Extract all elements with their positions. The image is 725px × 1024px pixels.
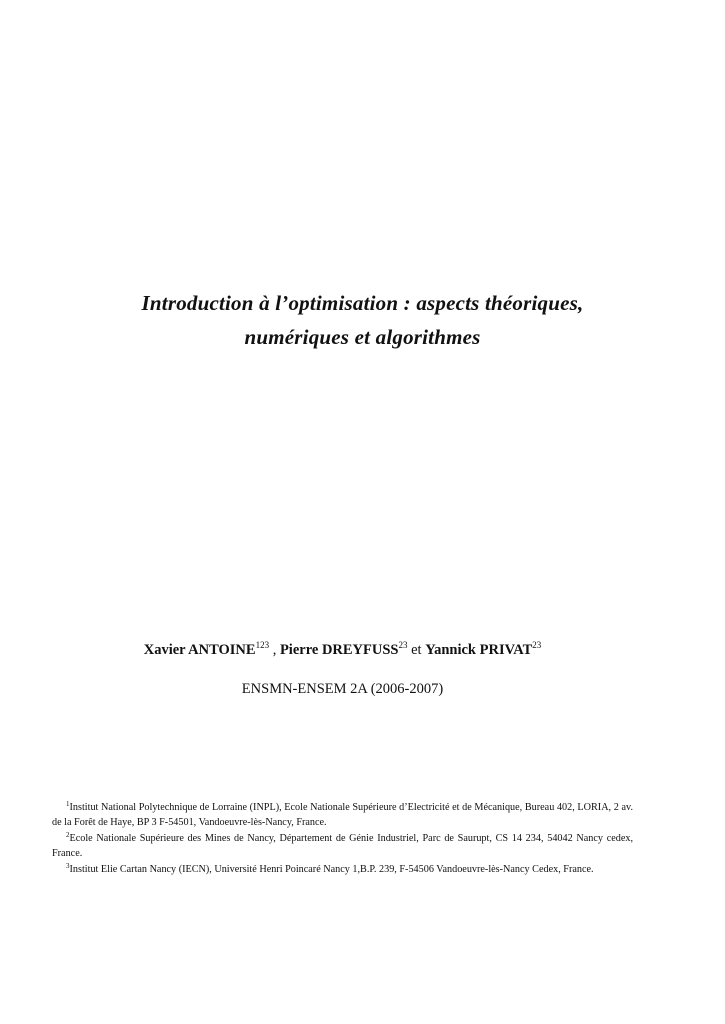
footnotes [52,800,633,877]
footnote-mark: 2 [66,830,70,839]
footnote [52,862,633,877]
author-conjunction: et [411,642,422,658]
footnote [52,831,633,862]
footnote [52,800,633,831]
title-line-2: numériques et algorithmes [244,325,481,349]
title-line-1: Introduction à l’optimisation : aspects théoriques, [141,291,584,315]
author-name: Yannick PRIVAT [425,642,533,658]
footnote-text: Ecole Nationale Supérieure des Mines de Nancy, Département de Génie Industriel, Parc de Saurupt, CS 14 234, 54042 Nancy cedex, France. [52,832,633,860]
author-affiliation-marks: 23 [398,640,408,650]
author-line [0,642,685,659]
author-separator: , [272,642,277,658]
footnote-mark: 3 [66,861,70,870]
course-affiliation: ENSMN-ENSEM 2A (2006-2007) [241,681,444,697]
document-title [40,286,685,354]
footnote-text: Institut Elie Cartan Nancy (IECN), Université Henri Poincaré Nancy 1,B.P. 239, F-54506 Vandoeuvre-lès-Nancy Cedex, France. [69,863,594,875]
author-name: Pierre DREYFUSS [279,642,399,658]
author-affiliation-marks: 123 [255,640,270,650]
author-name: Xavier ANTOINE [143,642,256,658]
author-affiliation-marks: 23 [532,640,542,650]
footnote-text: Institut National Polytechnique de Lorraine (INPL), Ecole Nationale Supérieure d’Electricité et de Mécanique, Bureau 402, LORIA, 2 av. de la Forêt de Haye, BP 3 F-54501, Vandoeuvre-lès-Nancy, France. [52,802,633,829]
footnote-mark: 1 [66,800,70,808]
